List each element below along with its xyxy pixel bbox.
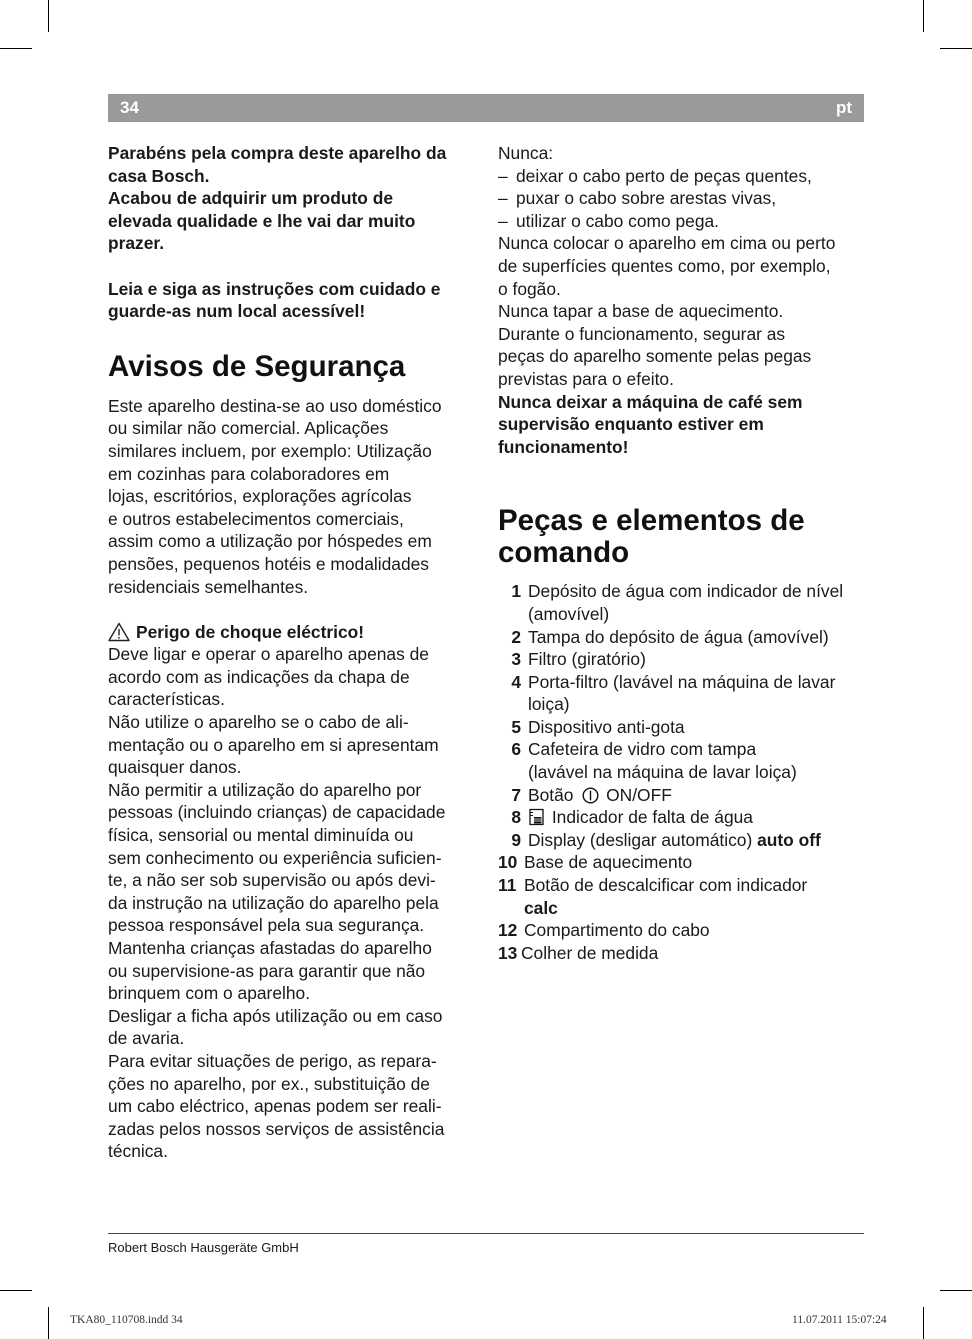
part-number: 8 bbox=[511, 807, 521, 828]
right-column bbox=[498, 142, 866, 964]
part-label: Colher de medida bbox=[521, 942, 659, 963]
text-line: zadas pelos nossos serviços de assistência bbox=[108, 1118, 445, 1139]
part-label: Tampa do depósito de água (amovível) bbox=[528, 626, 829, 647]
text-line: Cafeteira de vidro com tampa bbox=[528, 739, 757, 760]
list-item bbox=[498, 626, 866, 649]
part-label: Dispositivo anti-gota bbox=[528, 716, 685, 737]
text-line: Depósito de água com indicador de nível bbox=[528, 581, 844, 602]
text-line: residenciais semelhantes. bbox=[108, 576, 309, 597]
part-number: 11 bbox=[498, 875, 517, 896]
part-number: 3 bbox=[511, 649, 521, 670]
part-number: 5 bbox=[511, 716, 521, 737]
text-line: casa Bosch. bbox=[108, 165, 210, 186]
part-number: 10 bbox=[498, 852, 518, 873]
text-line: física, sensorial ou mental diminuída ou bbox=[108, 825, 414, 846]
text-line: lojas, escritórios, explorações agrícolas bbox=[108, 486, 412, 507]
text-line: técnica. bbox=[108, 1141, 168, 1162]
language-code: pt bbox=[835, 98, 852, 117]
text-line: Nunca deixar a máquina de café sem bbox=[498, 391, 803, 412]
part-label bbox=[521, 784, 672, 807]
never-heading: Nunca: bbox=[498, 143, 554, 163]
never-paragraph bbox=[498, 232, 866, 390]
text-line: Parabéns pela compra deste aparelho da bbox=[108, 143, 447, 163]
text-line: ou supervisione-as para garantir que não bbox=[108, 960, 426, 981]
part-label-bold: auto off bbox=[757, 829, 821, 850]
text-line: similares incluem, por exemplo: Utilização bbox=[108, 440, 432, 461]
part-label: Base de aquecimento bbox=[524, 852, 693, 873]
power-icon bbox=[582, 787, 599, 804]
usage-paragraph bbox=[108, 395, 476, 598]
text-line: mentação ou o aparelho em si apresentam bbox=[108, 734, 439, 755]
crop-mark bbox=[923, 1307, 924, 1339]
text-line: Acabou de adquirir um produto de bbox=[108, 188, 394, 209]
text-line: te, a não ser sob supervisão ou após devi- bbox=[108, 870, 436, 891]
text-line: ções no aparelho, por ex., substituição de bbox=[108, 1073, 430, 1094]
part-number: 4 bbox=[511, 671, 521, 692]
part-number: 6 bbox=[511, 739, 521, 760]
never-unattended-warning bbox=[498, 391, 866, 459]
text-line: Deve ligar e operar o aparelho apenas de bbox=[108, 644, 429, 665]
text-line: assim como a utilização por hóspedes em bbox=[108, 531, 432, 552]
part-label-text: Indicador de falta de água bbox=[551, 807, 753, 828]
part-label bbox=[521, 829, 821, 852]
text-line: o fogão. bbox=[498, 278, 561, 299]
list-item bbox=[498, 648, 866, 671]
part-number: 2 bbox=[511, 626, 521, 647]
dash-bullet: – bbox=[498, 165, 508, 186]
list-item bbox=[498, 738, 866, 783]
part-label bbox=[518, 874, 807, 919]
part-label bbox=[521, 580, 843, 625]
list-item bbox=[498, 806, 866, 829]
text-line: um cabo eléctrico, apenas podem ser reali- bbox=[108, 1096, 442, 1117]
list-item bbox=[498, 874, 866, 919]
text-line: ou similar não comercial. Aplicações bbox=[108, 418, 389, 439]
warning-title: Perigo de choque eléctrico! bbox=[136, 621, 365, 642]
footer-divider bbox=[108, 1233, 864, 1234]
text-line: (amovível) bbox=[528, 603, 610, 624]
parts-list bbox=[498, 580, 866, 964]
part-label bbox=[521, 671, 835, 716]
text-line: Não utilize o aparelho se o cabo de ali- bbox=[108, 712, 409, 733]
never-item-text: utilizar o cabo como pega. bbox=[516, 210, 720, 231]
text-line: pessoas (incluindo crianças) de capacidade bbox=[108, 802, 446, 823]
text-line: Mantenha crianças afastadas do aparelho bbox=[108, 938, 432, 958]
text-line: supervisão enquanto estiver em bbox=[498, 414, 764, 435]
text-line: loiça) bbox=[528, 694, 570, 715]
text-line: funcionamento! bbox=[498, 436, 629, 457]
text-line: Para evitar situações de perigo, as repara- bbox=[108, 1050, 437, 1071]
text-line: elevada qualidade e lhe vai dar muito bbox=[108, 210, 416, 231]
dash-bullet: – bbox=[498, 188, 508, 209]
part-number: 13 bbox=[498, 942, 518, 963]
part-label-bold: calc bbox=[524, 897, 558, 918]
crop-mark bbox=[940, 1290, 972, 1291]
text-line: da instrução na utilização do aparelho pela bbox=[108, 892, 439, 913]
text-line: e outros estabelecimentos comerciais, bbox=[108, 508, 404, 529]
warning-paragraph bbox=[108, 643, 476, 1163]
text-line: guarde-as num local acessível! bbox=[108, 301, 366, 322]
never-item-text: puxar o cabo sobre arestas vivas, bbox=[516, 188, 777, 209]
part-number: 7 bbox=[511, 784, 521, 805]
text-line: Não permitir a utilização do aparelho por bbox=[108, 779, 422, 800]
text-line: Nunca tapar a base de aquecimento. bbox=[498, 301, 784, 322]
crop-mark bbox=[923, 0, 924, 32]
part-label-text: Display (desligar automático) bbox=[528, 829, 753, 850]
left-column bbox=[108, 142, 476, 1163]
part-number: 9 bbox=[511, 829, 521, 850]
part-label bbox=[521, 738, 797, 783]
text-line: características. bbox=[108, 689, 225, 710]
dash-bullet: – bbox=[498, 210, 508, 231]
text-line: sem conhecimento ou experiência suficien- bbox=[108, 847, 442, 868]
list-item bbox=[498, 784, 866, 807]
part-number: 12 bbox=[498, 920, 518, 941]
intro-read-notice bbox=[108, 278, 476, 323]
never-list-item bbox=[498, 187, 866, 210]
text-line: Durante o funcionamento, segurar as bbox=[498, 323, 786, 344]
list-item bbox=[498, 851, 866, 874]
warning-triangle-icon bbox=[108, 622, 130, 642]
footer-company: Robert Bosch Hausgeräte GmbH bbox=[108, 1240, 299, 1255]
text-line: Botão de descalcificar com indicador bbox=[524, 875, 808, 896]
text-line: de avaria. bbox=[108, 1028, 185, 1049]
header-bar bbox=[108, 94, 864, 122]
safety-title: Avisos de Segurança bbox=[108, 349, 406, 383]
text-line: quaisquer danos. bbox=[108, 757, 242, 778]
text-line: Porta-filtro (lavável na máquina de lavar bbox=[528, 671, 836, 692]
title-line: comando bbox=[498, 536, 630, 570]
list-item bbox=[498, 829, 866, 852]
print-slug-file: TKA80_110708.indd 34 bbox=[70, 1314, 183, 1326]
list-item bbox=[498, 942, 866, 965]
crop-mark bbox=[0, 1290, 32, 1291]
text-line: Este aparelho destina-se ao uso doméstico bbox=[108, 395, 442, 416]
list-item bbox=[498, 580, 866, 625]
text-line: brinquem com o aparelho. bbox=[108, 983, 311, 1004]
text-line: pessoa responsável pela sua segurança. bbox=[108, 915, 425, 936]
text-line: Nunca colocar o aparelho em cima ou perto bbox=[498, 233, 836, 254]
part-label: Filtro (giratório) bbox=[528, 649, 646, 670]
text-line: (lavável na máquina de lavar loiça) bbox=[528, 762, 797, 783]
list-item bbox=[498, 716, 866, 739]
never-list-item bbox=[498, 165, 866, 188]
part-label bbox=[521, 806, 753, 829]
list-item bbox=[498, 919, 866, 942]
crop-mark bbox=[48, 1307, 49, 1339]
text-line: previstas para o efeito. bbox=[498, 368, 674, 389]
crop-mark bbox=[0, 48, 32, 49]
text-line: peças do aparelho somente pelas pegas bbox=[498, 346, 812, 367]
title-line: Peças e elementos de bbox=[498, 504, 805, 538]
text-line: prazer. bbox=[108, 233, 165, 254]
text-line: Leia e siga as instruções com cuidado e bbox=[108, 278, 441, 299]
print-slug-datetime: 11.07.2011 15:07:24 bbox=[792, 1314, 887, 1326]
never-item-text: deixar o cabo perto de peças quentes, bbox=[516, 165, 812, 186]
crop-mark bbox=[48, 0, 49, 32]
text-line: de superfícies quentes como, por exemplo, bbox=[498, 255, 831, 276]
water-tank-icon bbox=[528, 808, 545, 826]
parts-title bbox=[498, 505, 866, 569]
warning-heading bbox=[108, 621, 476, 644]
text-line: acordo com as indicações da chapa de bbox=[108, 666, 410, 687]
part-number: 1 bbox=[511, 581, 521, 602]
part-label-text: Botão bbox=[528, 784, 574, 805]
intro-greeting bbox=[108, 142, 476, 255]
page-number: 34 bbox=[120, 98, 139, 117]
text-line: em cozinhas para colaboradores em bbox=[108, 463, 390, 484]
list-item bbox=[498, 671, 866, 716]
text-line: Desligar a ficha após utilização ou em caso bbox=[108, 1005, 443, 1026]
part-label-text: ON/OFF bbox=[606, 784, 672, 805]
part-label: Compartimento do cabo bbox=[524, 920, 710, 941]
crop-mark bbox=[940, 48, 972, 49]
text-line: pensões, pequenos hotéis e modalidades bbox=[108, 553, 429, 574]
never-list-item bbox=[498, 210, 866, 233]
